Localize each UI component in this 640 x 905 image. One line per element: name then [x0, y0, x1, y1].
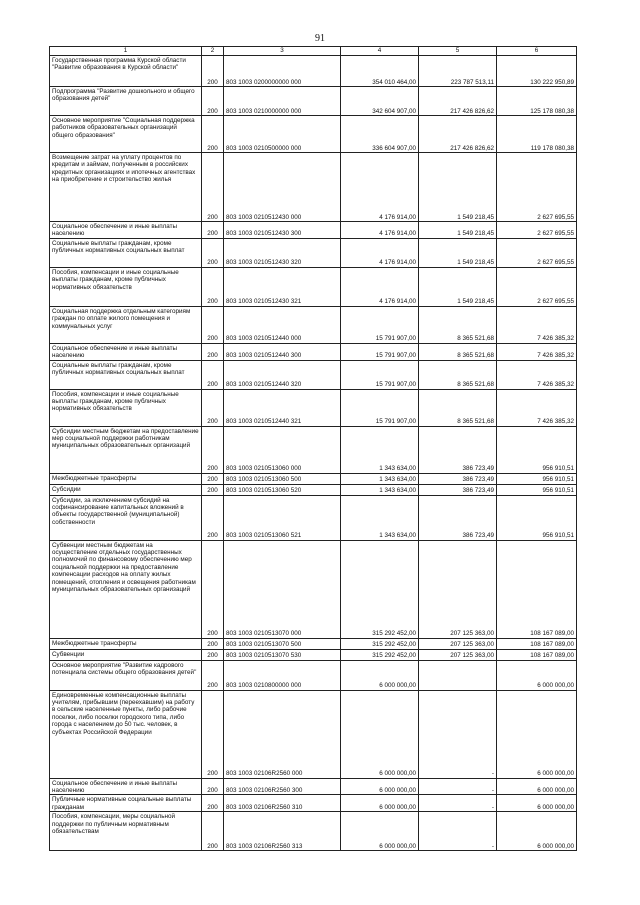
row-value5-cell: - [419, 812, 497, 851]
table-row [50, 540, 577, 638]
row-value5-cell: 223 787 513,11 [419, 56, 497, 87]
row-code2-cell: 200 [202, 116, 224, 153]
header-cell: 2 [202, 47, 224, 56]
header-cell: 4 [341, 47, 419, 56]
row-code2-cell: 200 [202, 690, 224, 778]
row-code2-cell: 200 [202, 389, 224, 426]
row-code2-cell: 200 [202, 238, 224, 267]
row-value4-cell: 6 000 000,00 [341, 690, 419, 778]
row-classification-code-cell: 803 1003 02106R2560 313 [224, 812, 341, 851]
row-value4-cell: 315 292 452,00 [341, 649, 419, 660]
header-cell: 5 [419, 47, 497, 56]
row-value4-cell: 15 791 907,00 [341, 306, 419, 343]
row-name-cell: Субсидии местным бюджетам на предоставление мер социальной поддержки работникам муниципальных образовательных организаций [50, 426, 202, 473]
row-name-cell: Социальная поддержка отдельным категориям граждан по оплате жилого помещения и коммунальных услуг [50, 306, 202, 343]
row-value4-cell: 354 010 464,00 [341, 56, 419, 87]
row-name-cell: Основное мероприятие "Социальная поддержка работников образовательных организаций общего образования" [50, 116, 202, 153]
row-value4-cell: 6 000 000,00 [341, 812, 419, 851]
row-code2-cell: 200 [202, 795, 224, 812]
row-value5-cell: 8 365 521,68 [419, 343, 497, 360]
row-classification-code-cell: 803 1003 0210512430 300 [224, 222, 341, 239]
row-value5-cell: 207 125 363,00 [419, 649, 497, 660]
row-value6-cell: 6 000 000,00 [497, 795, 577, 812]
row-value4-cell: 4 176 914,00 [341, 153, 419, 222]
row-name-cell: Пособия, компенсации, меры социальной поддержки по публичным нормативным обязательствам [50, 812, 202, 851]
row-value6-cell: 108 167 089,00 [497, 638, 577, 649]
row-name-cell: Социальное обеспечение и иные выплаты населению [50, 222, 202, 239]
row-value6-cell: 130 222 950,89 [497, 56, 577, 87]
row-value4-cell: 1 343 634,00 [341, 484, 419, 495]
header-cell: 1 [50, 47, 202, 56]
row-classification-code-cell: 803 1003 0210512440 320 [224, 360, 341, 389]
table-row [50, 649, 577, 660]
row-classification-code-cell: 803 1003 02106R2560 310 [224, 795, 341, 812]
row-code2-cell: 200 [202, 267, 224, 306]
row-value6-cell: 108 167 089,00 [497, 540, 577, 638]
row-value5-cell: 386 723,49 [419, 495, 497, 540]
table-row [50, 812, 577, 851]
row-code2-cell: 200 [202, 649, 224, 660]
table-row [50, 238, 577, 267]
row-code2-cell: 200 [202, 360, 224, 389]
row-classification-code-cell: 803 1003 0210513060 500 [224, 473, 341, 484]
row-value5-cell: 1 549 218,45 [419, 238, 497, 267]
table-row [50, 795, 577, 812]
row-value6-cell: 956 910,51 [497, 484, 577, 495]
row-code2-cell: 200 [202, 87, 224, 116]
row-value6-cell: 7 426 385,32 [497, 306, 577, 343]
table-row [50, 56, 577, 87]
row-classification-code-cell: 803 1003 0210512440 321 [224, 389, 341, 426]
row-classification-code-cell: 803 1003 0210513070 500 [224, 638, 341, 649]
row-value6-cell: 7 426 385,32 [497, 360, 577, 389]
table-row [50, 426, 577, 473]
header-cell: 6 [497, 47, 577, 56]
row-value6-cell: 6 000 000,00 [497, 778, 577, 795]
row-code2-cell: 200 [202, 812, 224, 851]
row-name-cell: Публичные нормативные социальные выплаты гражданам [50, 795, 202, 812]
row-value6-cell: 108 167 089,00 [497, 649, 577, 660]
row-value4-cell: 6 000 000,00 [341, 660, 419, 690]
row-value4-cell: 1 343 634,00 [341, 473, 419, 484]
row-value5-cell: 386 723,49 [419, 484, 497, 495]
row-code2-cell: 200 [202, 484, 224, 495]
row-value4-cell: 15 791 907,00 [341, 360, 419, 389]
row-classification-code-cell: 803 1003 0210512430 320 [224, 238, 341, 267]
row-name-cell: Субвенции местным бюджетам на осуществление отдельных государственных полномочий по финансовому обеспечению мер социальной поддержки на предоставление компенсации расходов на оплату жилых помещений, отопления и освещения работникам муниципальных образовательных организаций [50, 540, 202, 638]
row-name-cell: Субсидии [50, 484, 202, 495]
row-name-cell: Пособия, компенсации и иные социальные выплаты гражданам, кроме публичных нормативных обязательств [50, 267, 202, 306]
row-value6-cell: 7 426 385,32 [497, 343, 577, 360]
row-name-cell: Субвенции [50, 649, 202, 660]
row-value4-cell: 6 000 000,00 [341, 795, 419, 812]
row-name-cell: Социальные выплаты гражданам, кроме публичных нормативных социальных выплат [50, 238, 202, 267]
row-classification-code-cell: 803 1003 0210513070 000 [224, 540, 341, 638]
row-value4-cell: 4 176 914,00 [341, 222, 419, 239]
row-name-cell: Единовременные компенсационные выплаты учителям, прибывшим (переехавшим) на работу в сельские населенные пункты, либо рабочие поселки, либо поселки городского типа, либо города с населением до 50 тыс. человек, в субъектах Российской Федерации [50, 690, 202, 778]
row-value5-cell: 1 549 218,45 [419, 153, 497, 222]
table-row [50, 484, 577, 495]
row-classification-code-cell: 803 1003 02106R2560 300 [224, 778, 341, 795]
table-row [50, 343, 577, 360]
row-value6-cell: 2 627 695,55 [497, 267, 577, 306]
row-classification-code-cell: 803 1003 0200000000 000 [224, 56, 341, 87]
table-row [50, 306, 577, 343]
row-value5-cell: 8 365 521,68 [419, 306, 497, 343]
row-code2-cell: 200 [202, 426, 224, 473]
row-classification-code-cell: 803 1003 0210513060 000 [224, 426, 341, 473]
row-code2-cell: 200 [202, 778, 224, 795]
row-value5-cell [419, 660, 497, 690]
row-name-cell: Социальное обеспечение и иные выплаты населению [50, 343, 202, 360]
row-code2-cell: 200 [202, 343, 224, 360]
row-value4-cell: 15 791 907,00 [341, 343, 419, 360]
row-value6-cell: 2 627 695,55 [497, 238, 577, 267]
table-row [50, 153, 577, 222]
row-value6-cell: 956 910,51 [497, 426, 577, 473]
row-value4-cell: 336 604 907,00 [341, 116, 419, 153]
row-value5-cell: 8 365 521,68 [419, 360, 497, 389]
row-value4-cell: 4 176 914,00 [341, 238, 419, 267]
table-row [50, 389, 577, 426]
row-value5-cell: 386 723,49 [419, 473, 497, 484]
table-row [50, 778, 577, 795]
row-value4-cell: 342 604 907,00 [341, 87, 419, 116]
row-code2-cell: 200 [202, 540, 224, 638]
row-value6-cell: 119 178 080,38 [497, 116, 577, 153]
row-code2-cell: 200 [202, 153, 224, 222]
row-name-cell: Возмещение затрат на уплату процентов по кредитам и займам, полученным в российских кредитных организациях и ипотечных агентствах на приобретение и строительство жилья [50, 153, 202, 222]
row-value6-cell: 6 000 000,00 [497, 812, 577, 851]
row-value5-cell: 8 365 521,68 [419, 389, 497, 426]
row-classification-code-cell: 803 1003 0210513060 520 [224, 484, 341, 495]
table-row [50, 660, 577, 690]
header-cell: 3 [224, 47, 341, 56]
row-value4-cell: 1 343 634,00 [341, 426, 419, 473]
row-name-cell: Субсидии, за исключением субсидий на софинансирование капитальных вложений в объекты государственной (муниципальной) собственности [50, 495, 202, 540]
row-value6-cell: 7 426 385,32 [497, 389, 577, 426]
row-name-cell: Межбюджетные трансферты [50, 473, 202, 484]
table-row [50, 638, 577, 649]
row-value5-cell: - [419, 690, 497, 778]
row-value6-cell: 2 627 695,55 [497, 222, 577, 239]
row-value6-cell: 6 000 000,00 [497, 660, 577, 690]
row-value6-cell: 6 000 000,00 [497, 690, 577, 778]
row-code2-cell: 200 [202, 473, 224, 484]
table-row [50, 495, 577, 540]
row-name-cell: Основное мероприятие "Развитие кадрового потенциала системы общего образования детей" [50, 660, 202, 690]
row-value5-cell: 1 549 218,45 [419, 267, 497, 306]
row-name-cell: Государственная программа Курской области "Развитие образования в Курской области" [50, 56, 202, 87]
table-row [50, 222, 577, 239]
row-classification-code-cell: 803 1003 02106R2560 000 [224, 690, 341, 778]
row-value4-cell: 315 292 452,00 [341, 540, 419, 638]
row-value5-cell: 207 125 363,00 [419, 638, 497, 649]
row-classification-code-cell: 803 1003 0210000000 000 [224, 87, 341, 116]
row-code2-cell: 200 [202, 638, 224, 649]
row-classification-code-cell: 803 1003 0210513070 530 [224, 649, 341, 660]
row-value6-cell: 956 910,51 [497, 495, 577, 540]
row-name-cell: Межбюджетные трансферты [50, 638, 202, 649]
row-code2-cell: 200 [202, 222, 224, 239]
row-value4-cell: 6 000 000,00 [341, 778, 419, 795]
row-classification-code-cell: 803 1003 0210512440 300 [224, 343, 341, 360]
row-value6-cell: 2 627 695,55 [497, 153, 577, 222]
page-number: 91 [315, 33, 325, 44]
row-code2-cell: 200 [202, 56, 224, 87]
row-code2-cell: 200 [202, 495, 224, 540]
row-value4-cell: 315 292 452,00 [341, 638, 419, 649]
row-value5-cell: 1 549 218,45 [419, 222, 497, 239]
budget-table [49, 46, 577, 851]
row-name-cell: Социальное обеспечение и иные выплаты населению [50, 778, 202, 795]
row-name-cell: Подпрограмма "Развитие дошкольного и общего образования детей" [50, 87, 202, 116]
row-value5-cell: - [419, 778, 497, 795]
table-row [50, 116, 577, 153]
row-value5-cell: - [419, 795, 497, 812]
row-value6-cell: 956 910,51 [497, 473, 577, 484]
row-value5-cell: 217 426 826,62 [419, 87, 497, 116]
row-code2-cell: 200 [202, 660, 224, 690]
row-classification-code-cell: 803 1003 0210512440 000 [224, 306, 341, 343]
row-value4-cell: 1 343 634,00 [341, 495, 419, 540]
row-value4-cell: 15 791 907,00 [341, 389, 419, 426]
table-row [50, 473, 577, 484]
row-value5-cell: 386 723,49 [419, 426, 497, 473]
row-classification-code-cell: 803 1003 0210500000 000 [224, 116, 341, 153]
row-classification-code-cell: 803 1003 0210512430 000 [224, 153, 341, 222]
row-name-cell: Пособия, компенсации и иные социальные выплаты гражданам, кроме публичных нормативных обязательств [50, 389, 202, 426]
table-row [50, 690, 577, 778]
row-code2-cell: 200 [202, 306, 224, 343]
row-name-cell: Социальные выплаты гражданам, кроме публичных нормативных социальных выплат [50, 360, 202, 389]
header-row [50, 47, 577, 56]
table-row [50, 360, 577, 389]
row-value5-cell: 207 125 363,00 [419, 540, 497, 638]
row-value6-cell: 125 178 080,38 [497, 87, 577, 116]
table-row [50, 267, 577, 306]
row-value5-cell: 217 426 826,62 [419, 116, 497, 153]
table-row [50, 87, 577, 116]
row-classification-code-cell: 803 1003 0210800000 000 [224, 660, 341, 690]
row-classification-code-cell: 803 1003 0210513060 521 [224, 495, 341, 540]
row-classification-code-cell: 803 1003 0210512430 321 [224, 267, 341, 306]
row-value4-cell: 4 176 914,00 [341, 267, 419, 306]
